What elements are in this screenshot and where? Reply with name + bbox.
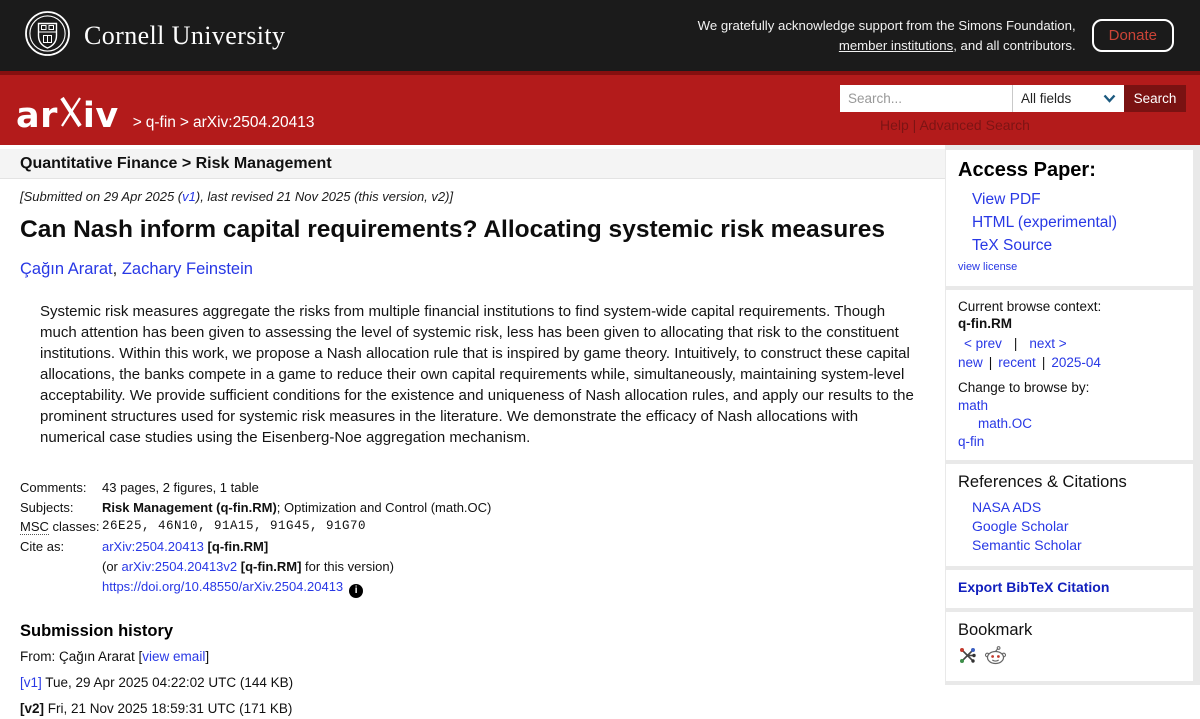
sidebar <box>945 145 1200 685</box>
breadcrumb <box>129 114 315 132</box>
cite-v2-category-tag: [q-fin.RM] <box>240 558 302 574</box>
info-icon[interactable]: i <box>349 584 363 598</box>
submission-history <box>20 622 925 719</box>
cornell-banner <box>0 0 1200 71</box>
subjects-label: Subjects: <box>20 499 74 515</box>
primary-subject: Risk Management (q-fin.RM) <box>102 499 277 515</box>
secondary-subjects: ; Optimization and Control (math.OC) <box>276 499 492 515</box>
cite-version-row <box>20 557 925 577</box>
change-browse-label: Change to browse by: <box>958 380 1090 395</box>
help-link[interactable]: Help <box>880 117 909 133</box>
bookmark-card <box>946 612 1193 681</box>
browse-math-link[interactable]: math <box>958 398 989 413</box>
nasa-ads-link[interactable]: NASA ADS <box>972 499 1042 515</box>
browse-context-value: q-fin.RM <box>958 316 1012 331</box>
month-link[interactable]: 2025-04 <box>1051 355 1101 370</box>
comments-label: Comments: <box>20 480 87 495</box>
subjects-value <box>102 498 491 518</box>
cite-label: Cite as: <box>20 538 65 554</box>
browse-context-card <box>946 290 1193 460</box>
view-pdf-link[interactable]: View PDF <box>972 191 1041 208</box>
authors-line <box>20 260 925 279</box>
submission-history-heading: Submission history <box>20 621 174 640</box>
breadcrumb-separator: > <box>132 114 142 131</box>
v2-label: [v2] <box>20 700 45 716</box>
export-bibtex-link[interactable]: Export BibTeX Citation <box>958 579 1110 595</box>
next-link[interactable]: next > <box>1029 336 1067 351</box>
comments-row <box>20 478 925 498</box>
author-link-ararat[interactable]: Çağın Ararat <box>20 260 113 278</box>
main-content <box>0 145 945 719</box>
help-links <box>840 117 1186 133</box>
donate-button[interactable]: Donate <box>1092 19 1174 52</box>
submission-dateline <box>20 189 925 204</box>
references-citations-card <box>946 464 1193 566</box>
bibsonomy-icon[interactable] <box>958 646 977 670</box>
arxiv-logo-iv: iv <box>82 96 119 136</box>
v1-history-line <box>20 673 925 693</box>
cornell-seal-icon <box>24 10 71 62</box>
pipe-separator: | <box>1013 336 1018 351</box>
breadcrumb-separator: > <box>179 114 189 131</box>
reddit-icon[interactable] <box>984 646 1007 670</box>
browse-qfin-link[interactable]: q-fin <box>958 434 985 449</box>
metadata-table <box>20 478 925 598</box>
chevron-down-icon <box>1103 91 1116 106</box>
search-button[interactable]: Search <box>1124 85 1186 112</box>
field-selector[interactable] <box>1012 85 1124 112</box>
cite-arxiv-link[interactable]: arXiv:2504.20413 <box>102 538 204 554</box>
v2-details: Fri, 21 Nov 2025 18:59:31 UTC (171 KB) <box>44 700 293 716</box>
v2-history-line <box>20 699 925 719</box>
support-text <box>678 16 1076 56</box>
v1-history-link[interactable]: [v1] <box>20 674 42 690</box>
semantic-scholar-link[interactable]: Semantic Scholar <box>972 537 1082 553</box>
msc-row <box>20 517 925 537</box>
cornell-university-label: Cornell University <box>84 20 286 50</box>
msc-label-rest: classes: <box>48 519 100 534</box>
support-text-pre: We gratefully acknowledge support from the Simons Foundation, <box>697 17 1076 33</box>
recent-link[interactable]: recent <box>998 355 1036 370</box>
comments-value: 43 pages, 2 figures, 1 table <box>102 480 259 495</box>
search-input[interactable] <box>840 85 1012 112</box>
member-institutions-link[interactable]: member institutions <box>838 37 954 53</box>
author-separator: , <box>112 260 122 278</box>
cite-or-pre: (or <box>102 558 122 574</box>
google-scholar-link[interactable]: Google Scholar <box>972 518 1069 534</box>
msc-value: 26E25, 46N10, 91A15, 91G45, 91G70 <box>102 519 367 533</box>
view-email-link[interactable]: view email <box>142 648 206 664</box>
pipe-separator: | <box>988 355 993 370</box>
listing-nav <box>958 355 1181 370</box>
field-selector-value: All fields <box>1021 91 1072 106</box>
browse-math-oc-link[interactable]: math.OC <box>978 416 1033 431</box>
browse-context-label: Current browse context: <box>958 299 1102 314</box>
subject-heading: Quantitative Finance > Risk Management <box>0 149 945 179</box>
breadcrumb-article-link[interactable]: arXiv:2504.20413 <box>192 114 315 131</box>
doi-row <box>20 577 925 598</box>
support-text-post: , and all contributors. <box>953 37 1076 53</box>
msc-label <box>20 517 102 537</box>
prev-link[interactable]: < prev <box>964 336 1002 351</box>
msc-abbr: MSC <box>20 519 49 534</box>
pipe-separator: | <box>1041 355 1046 370</box>
cite-or-post: for this version) <box>301 558 394 574</box>
access-paper-card <box>946 150 1193 286</box>
export-bibtex-card <box>946 570 1193 608</box>
arxiv-header <box>0 71 1200 145</box>
dateline-post: ), last revised 21 Nov 2025 (this version, v2)] <box>195 189 454 204</box>
html-experimental-link[interactable]: HTML (experimental) <box>972 214 1117 231</box>
subjects-row <box>20 498 925 518</box>
cite-category-tag: [q-fin.RM] <box>207 538 269 554</box>
doi-link[interactable]: https://doi.org/10.48550/arXiv.2504.20413 <box>102 578 344 594</box>
v1-dateline-link[interactable]: v1 <box>182 189 196 204</box>
cite-as-row <box>20 537 925 557</box>
references-citations-heading: References & Citations <box>958 473 1127 491</box>
help-separator: | <box>908 117 920 133</box>
dateline-pre: [Submitted on 29 Apr 2025 ( <box>20 189 183 204</box>
arxiv-logo-x-icon <box>59 96 83 126</box>
access-paper-heading: Access Paper: <box>958 159 1096 181</box>
paper-title: Can Nash inform capital requirements? Allocating systemic risk measures <box>20 216 886 243</box>
from-pre: From: Çağın Ararat [ <box>20 648 143 664</box>
tex-source-link[interactable]: TeX Source <box>972 237 1053 254</box>
banner-right <box>678 16 1174 56</box>
from-post: ] <box>205 648 210 664</box>
prev-next-nav <box>958 336 1181 351</box>
v1-details: Tue, 29 Apr 2025 04:22:02 UTC (144 KB) <box>41 674 294 690</box>
author-link-feinstein[interactable]: Zachary Feinstein <box>121 260 253 278</box>
bookmark-heading: Bookmark <box>958 621 1033 639</box>
arxiv-logo[interactable] <box>16 96 119 136</box>
breadcrumb-qfin-link[interactable]: q-fin <box>145 114 176 131</box>
advanced-search-link[interactable]: Advanced Search <box>919 117 1030 133</box>
search-area <box>840 85 1186 133</box>
view-license-link[interactable]: view license <box>958 261 1018 273</box>
cornell-brand-link[interactable] <box>24 10 285 62</box>
cite-arxiv-v2-link[interactable]: arXiv:2504.20413v2 <box>121 558 238 574</box>
new-link[interactable]: new <box>958 355 983 370</box>
from-line <box>20 647 925 667</box>
abstract-text: Systemic risk measures aggregate the risks from multiple financial institutions to find system-wide capital requirements. Though much attention has been given to assessing the level of systemic risk, less has been given to allocating that risk to the constituent institutions. Within this work, we propose a Nash allocation rule that is inspired by game theory. Intuitively, to construct these capital allocations, the banks compete in a game to reduce their own capital requirements while, simultaneously, maintaining system-level acceptability. We provide sufficient conditions for the existence and uniqueness of Nash allocation rules, and apply our results to the prominent structures used for systemic risk measures in the literature. We demonstrate the efficacy of Nash allocations with numerical case studies using the Eisenberg-Noe aggregation mechanism. <box>40 303 914 446</box>
arxiv-logo-ar: ar <box>16 96 58 136</box>
